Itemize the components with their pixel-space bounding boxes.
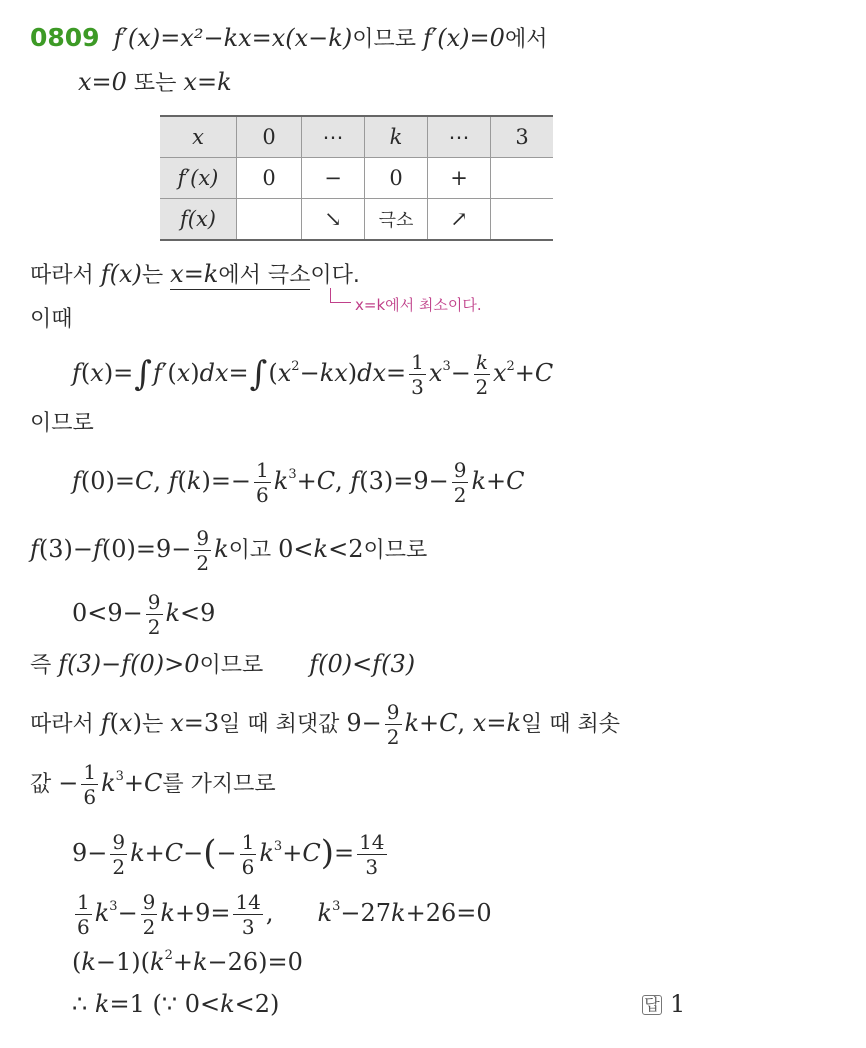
eq-factored: $(k-1)(k^2+k-26)=0$ xyxy=(72,948,303,976)
table-row: f′(x) 0 − 0 + xyxy=(160,158,553,199)
problem-number: 0809 xyxy=(30,23,100,52)
eq-derivative: f′(x)=x²−kx=x(x−k) xyxy=(113,24,353,52)
annotation-bracket xyxy=(330,288,351,303)
answer-value: 1 xyxy=(670,990,686,1018)
eq-max-minus-min: 9− $\frac{9}{2}$ k+C−(− $\frac{1}{6}$ $k^3+C)=$ $\frac{14}{3}$ xyxy=(72,830,385,879)
table-row: x 0 ⋯ k ⋯ 3 xyxy=(160,116,553,158)
table-row: f(x) ↘ 극소 ↗ xyxy=(160,199,553,241)
line-1: 0809 f′(x)=x²−kx=x(x−k)이므로 f′(x)=0에서 xyxy=(30,23,548,52)
line-10: 따라서 f(x)는 x=3일 때 최댓값 9− $\frac{9}{2}$ k+C, x=k일 때 최솟 xyxy=(30,700,620,749)
increase-arrow-icon: ↗ xyxy=(428,199,491,241)
line-6: 이므로 xyxy=(30,411,94,436)
eq-difference: f(3)−f(0)=9− $\frac{9}{2}$ k이고 0<k<2이므로 xyxy=(30,526,428,575)
eq-cubic: $\frac{1}{6}$ $k^3-$ $\frac{9}{2}$ k+9= $\frac{14}{3}$ , $k^3-27k+26=0$ xyxy=(77,890,492,939)
answer xyxy=(642,988,685,1020)
eq-conclusion: ∴ k=1 (∵ 0<k<2) xyxy=(72,990,280,1018)
answer-icon: 답 xyxy=(642,995,662,1015)
line-4: 이때 xyxy=(30,307,73,332)
eq-integral: $f(x)=\int f'(x)dx=\int(x^2-kx)dx=$ $\frac{1}{3}$ $x^3-$ $\frac{k}{2}$ $x^2+C$ xyxy=(72,350,554,399)
line-9: 즉 f(3)−f(0)>0이므로 f(0)<f(3) xyxy=(30,650,416,678)
line-3: 따라서 f(x)는 x=k에서 극소이다. xyxy=(30,260,360,288)
annotation-note: x=k에서 최소이다. xyxy=(355,296,482,314)
variation-table xyxy=(160,115,553,241)
line-2: x=0 또는 x=k xyxy=(78,68,232,96)
eq-inequality: 0<9− $\frac{9}{2}$ k<9 xyxy=(72,590,216,639)
decrease-arrow-icon: ↘ xyxy=(302,199,365,241)
line-11: 값 − $\frac{1}{6}$ $k^3+C$를 가지므로 xyxy=(30,760,276,809)
eq-values: f(0)=C, f(k)=− $\frac{1}{6}$ $k^3+C$, f(3)=9− $\frac{9}{2}$ k+C xyxy=(72,458,525,507)
